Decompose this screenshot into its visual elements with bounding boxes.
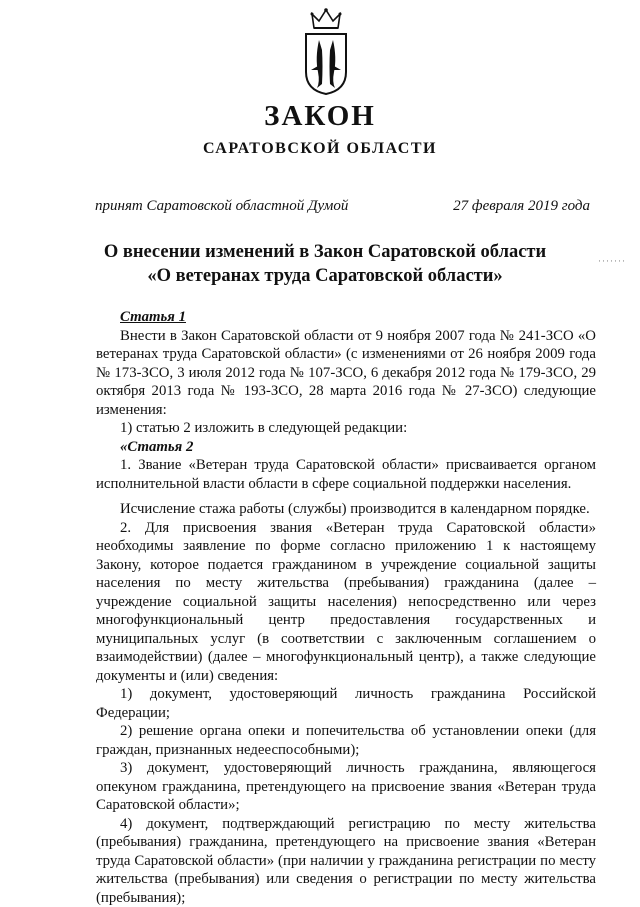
document-heading (60, 240, 590, 288)
paragraph: 1) статью 2 изложить в следующей редакции: (96, 419, 596, 438)
heading-line-1: О внесении изменений в Закон Саратовской области (60, 240, 590, 264)
paragraph: 4) документ, подтверждающий регистрацию по месту жительства (пребывания) гражданина, претендующего на присвоение звания «Ветеран труда Саратовской области» (при наличии у гражданина регистрации по месту жительства (пребывания) или сведения о регистрации по месту жительства (пребывания); (96, 815, 596, 907)
article-1-title: Статья 1 (96, 308, 596, 327)
paragraph: 2. Для присвоения звания «Ветеран труда Саратовской области» необходимы заявление по форме согласно приложению 1 к настоящему Закону, которое подается гражданином в учреждение социальной защиты населения по месту жительства (пребывания) гражданина (далее – учреждение социальной защиты населения) непосредственно или через многофункциональный центр предоставления государственных и муниципальных услуг (в соответствии с заключенным соглашением о взаимодействии) (далее – многофункциональный центр), а также следующие документы и (или) сведения: (96, 519, 596, 686)
adopted-date: 27 февраля 2019 года (453, 198, 590, 215)
paragraph: Исчисление стажа работы (службы) производится в календарном порядке. (96, 500, 596, 519)
paragraph: 1) документ, удостоверяющий личность гражданина Российской Федерации; (96, 685, 596, 722)
paragraph: 1. Звание «Ветеран труда Саратовской области» присваивается органом исполнительной власти области в сфере социальной поддержки населения. (96, 456, 596, 493)
saratov-coat-of-arms-icon (296, 6, 356, 96)
paragraph: 2) решение органа опеки и попечительства об установлении опеки (для граждан, признанных недееспособными); (96, 722, 596, 759)
law-title: ЗАКОН (0, 100, 640, 133)
document-body (96, 308, 596, 907)
margin-mark: ······· (598, 256, 626, 266)
region-subtitle: САРАТОВСКОЙ ОБЛАСТИ (0, 140, 640, 158)
heading-line-2: «О ветеранах труда Саратовской области» (60, 264, 590, 288)
article-2-title: «Статья 2 (96, 438, 596, 457)
adopted-by: принят Саратовской областной Думой (95, 198, 348, 215)
paragraph: Внести в Закон Саратовской области от 9 ноября 2007 года № 241-ЗСО «О ветеранах труда Саратовской области» (с изменениями от 26 ноября 2009 года № 173-ЗСО, 3 июля 2012 года № 107-ЗСО, 6 декабря 2012 года № 179-ЗСО, 29 октября 2013 года № 193-ЗСО, 28 марта 2016 года № 27-ЗСО) следующие изменения: (96, 327, 596, 420)
paragraph: 3) документ, удостоверяющий личность гражданина, являющегося опекуном гражданина, претендующего на присвоение звания «Ветеран труда Саратовской области»; (96, 759, 596, 815)
